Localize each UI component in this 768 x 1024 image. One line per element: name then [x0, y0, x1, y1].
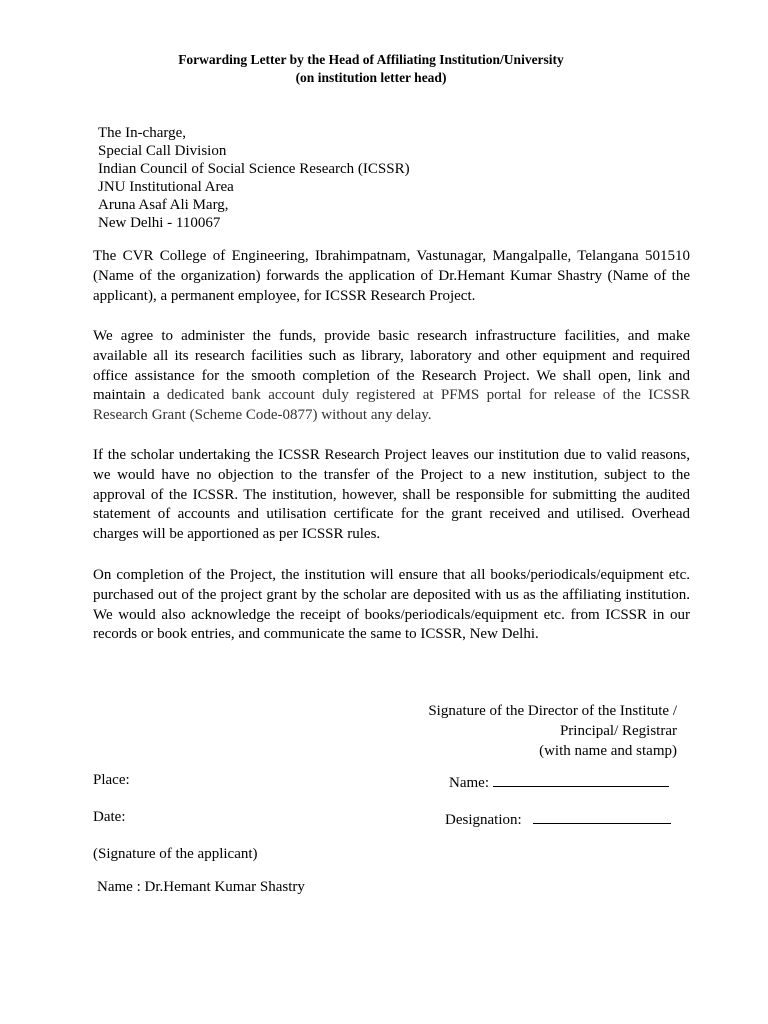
- applicant-name: Name : Dr.Hemant Kumar Shastry: [97, 879, 305, 895]
- document-title: Forwarding Letter by the Head of Affiliating Institution/University: [178, 52, 564, 67]
- paragraph-funds-text: We agree to administer the funds, provide basic research infrastructure facilities, and make available all its research facilities such as library, laboratory and other equipment and required office assistance for the smooth completion of the Research Project. We shall open, link and maintain a: [93, 328, 690, 404]
- designation-blank[interactable]: [533, 809, 671, 824]
- paragraph-transfer: If the scholar undertaking the ICSSR Research Project leaves our institution due to valid reasons, we would have no objection to the transfer of the Project to a new institution, subject to the approval of the ICSSR. The institution, however, shall be responsible for submitting the audited statement of accounts and utilisation certificate for the grant received and utilised. Overhead charges will be apportioned as per ICSSR rules.: [93, 447, 690, 543]
- designation-label: Designation:: [445, 812, 522, 828]
- paragraph-forwarding: The CVR College of Engineering, Ibrahimpatnam, Vastunagar, Mangalpalle, Telangana 501510 (Name of the organization) forwards the application of Dr.Hemant Kumar Shastry (Name of the applicant), a permanent employee, for ICSSR Research Project.: [93, 248, 690, 304]
- address-line: Indian Council of Social Science Research (ICSSR): [98, 161, 410, 177]
- name-blank[interactable]: [493, 772, 669, 787]
- paragraph-completion: On completion of the Project, the institution will ensure that all books/periodicals/equipment etc. purchased out of the project grant by the scholar are deposited with us as the affiliating institution. We would also acknowledge the receipt of books/periodicals/equipment etc. from ICSSR in our records or book entries, and communicate the same to ICSSR, New Delhi.: [93, 567, 690, 643]
- place-label: Place:: [93, 772, 130, 788]
- signature-line: Principal/ Registrar: [559, 723, 677, 739]
- signature-line: (with name and stamp): [539, 743, 677, 759]
- recipient-address: [98, 124, 410, 232]
- date-label: Date:: [93, 809, 126, 825]
- paragraph-funds: [93, 327, 690, 426]
- applicant-signature-label: (Signature of the applicant): [93, 846, 258, 862]
- address-line: JNU Institutional Area: [98, 179, 234, 195]
- director-signature-block: [428, 701, 677, 761]
- address-line: New Delhi - 110067: [98, 215, 221, 231]
- paragraph-funds-bank-text: dedicated bank account duly registered at PFMS portal for release of the ICSSR Research Grant (Scheme Code-0877) without any delay.: [93, 387, 690, 424]
- designation-field: [445, 809, 671, 829]
- document-subtitle: (on institution letter head): [295, 70, 447, 85]
- address-line: Aruna Asaf Ali Marg,: [98, 197, 229, 213]
- name-field: [449, 772, 669, 792]
- address-line: Special Call Division: [98, 143, 227, 159]
- address-line: The In-charge,: [98, 125, 187, 141]
- signature-line: Signature of the Director of the Institute /: [428, 703, 677, 719]
- name-label: Name:: [449, 775, 489, 791]
